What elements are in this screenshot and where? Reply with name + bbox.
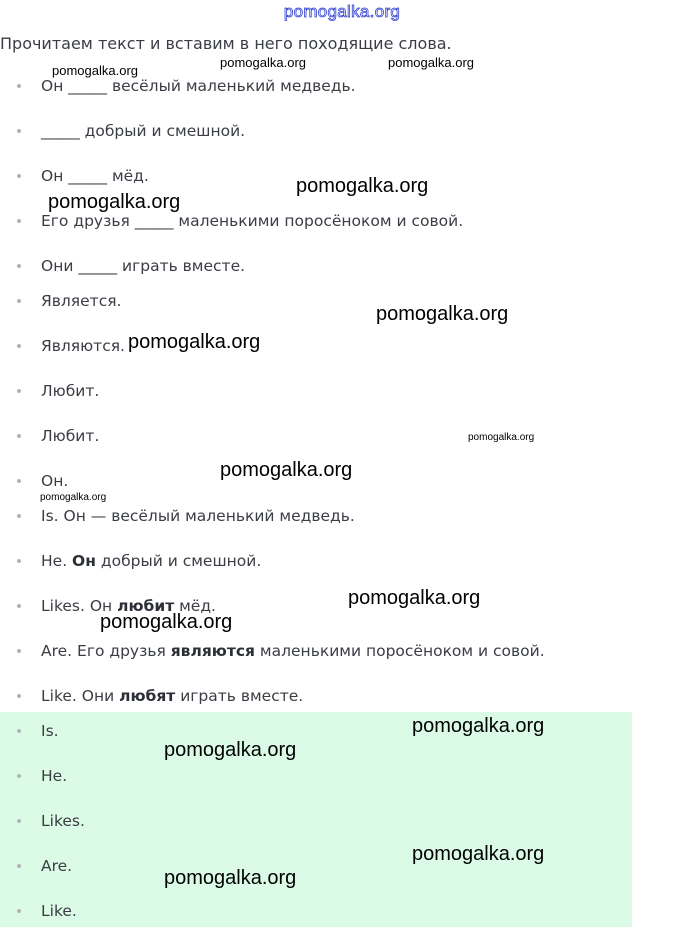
bullet-icon	[17, 84, 21, 88]
watermark: pomogalka.org	[164, 867, 297, 889]
answer-highlight-block	[0, 712, 632, 927]
watermark: pomogalka.org	[388, 55, 474, 70]
watermark: pomogalka.org	[412, 715, 545, 737]
bullet-icon	[17, 479, 21, 483]
watermark: pomogalka.org	[40, 492, 107, 503]
bullet-icon	[17, 129, 21, 133]
bullet-icon	[17, 219, 21, 223]
bullet-icon	[17, 389, 21, 393]
watermark: pomogalka.org	[52, 63, 138, 78]
watermark: pomogalka.org	[220, 459, 353, 481]
site-header-logo[interactable]: pomogalka.org	[283, 2, 401, 21]
bullet-icon	[17, 174, 21, 178]
bullet-icon	[17, 514, 21, 518]
watermark: pomogalka.org	[48, 191, 181, 213]
bullet-icon	[17, 264, 21, 268]
bullet-icon	[17, 299, 21, 303]
bullet-icon	[17, 819, 21, 823]
watermark: pomogalka.org	[128, 331, 261, 353]
watermark: pomogalka.org	[296, 175, 429, 197]
bullet-icon	[17, 604, 21, 608]
bullet-icon	[17, 909, 21, 913]
bullet-icon	[17, 864, 21, 868]
watermark: pomogalka.org	[468, 432, 535, 443]
bullet-icon	[17, 729, 21, 733]
bullet-icon	[17, 649, 21, 653]
bullet-icon	[17, 559, 21, 563]
bullet-icon	[17, 434, 21, 438]
watermark: pomogalka.org	[412, 843, 545, 865]
watermark: pomogalka.org	[220, 55, 306, 70]
watermark: pomogalka.org	[376, 303, 509, 325]
bullet-icon	[17, 774, 21, 778]
bullet-icon	[17, 694, 21, 698]
watermark: pomogalka.org	[100, 611, 233, 633]
intro-text: Прочитаем текст и вставим в него походящие слова.	[0, 34, 452, 53]
watermark: pomogalka.org	[164, 739, 297, 761]
watermark: pomogalka.org	[348, 587, 481, 609]
bullet-icon	[17, 344, 21, 348]
